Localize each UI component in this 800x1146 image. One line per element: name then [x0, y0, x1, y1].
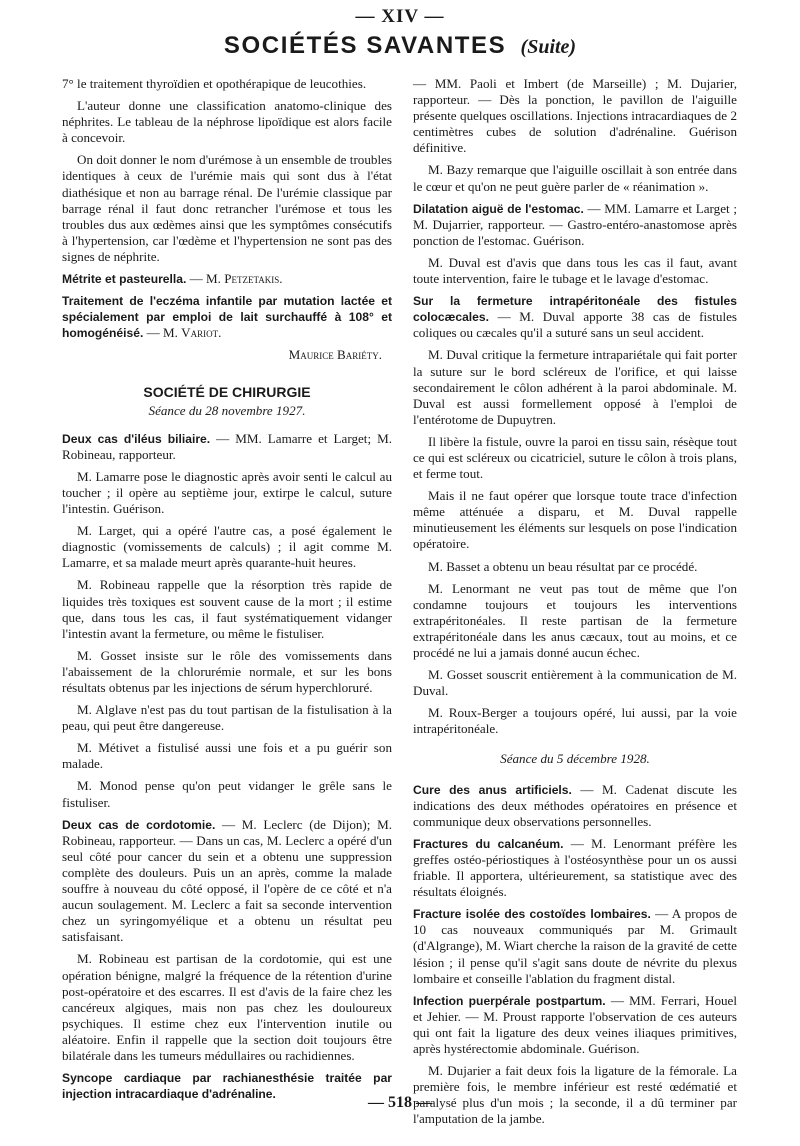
- paragraph: M. Robineau rappelle que la résorption très rapide de liquides très toxiques est souvent cause de la mort ; il estime que, dans tous les cas, il faut systématiquement vidanger l'intestin avant la fermeture, ou même le fistuliser.: [62, 577, 392, 641]
- session-date: Séance du 28 novembre 1927.: [148, 402, 306, 418]
- article-title: Dilatation aiguë de l'estomac.: [413, 201, 584, 216]
- page-title: [0, 32, 800, 60]
- paragraph: L'auteur donne une classification anatomo-clinique des néphrites. Le tableau de la néphrose lipoïdique est alors facile à concevoir.: [62, 98, 392, 146]
- article-title: Cure des anus artificiels.: [413, 782, 572, 797]
- article-title: Métrite et pasteurella.: [62, 272, 187, 287]
- article-title: Fracture isolée des costoïdes lombaires.: [413, 907, 651, 922]
- paragraph: Cure des anus artificiels. — M. Cadenat discute les indications des deux méthodes opératoires en présence et communique deux observations personnelles.: [413, 781, 737, 829]
- article-title: Infection puerpérale postpartum.: [413, 993, 606, 1008]
- section-title: SOCIÉTÉ DE CHIRURGIE: [143, 383, 311, 400]
- paragraph: On doit donner le nom d'urémose à un ensemble de troubles identiques à ceux de l'urémie mais qui sont dus à l'état diathésique et non au barrage rénal. De l'urémie classique par barrage rénal il faut donc retrancher l'urémose et tous les troubles dus aux œdèmes ainsi que les symptômes consécutifs à l'hypertension, car l'œdème et l'hypertension ne sont pas des signes de néphrite.: [62, 152, 392, 264]
- paragraph: Traitement de l'eczéma infantile par mutation lactée et spécialement par emploi de lait surchauffé à 108° et homogénéisé. — M. Variot.: [62, 294, 392, 341]
- paragraph: Fractures du calcanéum. — M. Lenormant préfère les greffes ostéo-périostiques à l'ostéosynthèse pour un os aussi friable. Il apportera, ultérieurement, sa statistique avec des résultats éloignés.: [413, 835, 737, 900]
- article-title: Deux cas d'iléus biliaire.: [62, 431, 211, 446]
- paragraph: M. Duval est d'avis que dans tous les cas il faut, avant toute intervention, faire le tubage et le lavage d'estomac.: [413, 254, 737, 287]
- left-column: [62, 76, 392, 1108]
- paragraph: M. Lenormant ne veut pas tout de même que l'on condamne toujours et toujours les interventions extrapéritonéales. Il reste partisan de la fermeture extrapéritonéale dans les anus cæcaux, tout au moins, et ce procédé ne lui a jamais donné aucun échec.: [413, 580, 737, 660]
- paragraph: M. Alglave n'est pas du tout partisan de la fistulisation à la peau, qui peut être dangereuse.: [62, 702, 392, 734]
- paragraph: M. Métivet a fistulisé aussi une fois et a pu guérir son malade.: [62, 740, 392, 772]
- paragraph: — MM. Paoli et Imbert (de Marseille) ; M. Dujarier, rapporteur. — Dès la ponction, le pavillon de l'aiguille présente quelques oscillations. Injections intracardiaques de 2 centimètres cubes de solution d'adrénaline. Guérison définitive.: [413, 76, 737, 156]
- article-title: Syncope cardiaque par rachianesthésie traitée par injection intracardiaque d'adrénaline.: [62, 1071, 392, 1102]
- roman-page-number: — XIV —: [355, 6, 445, 27]
- paragraph: Deux cas de cordotomie. — M. Leclerc (de Dijon); M. Robineau, rapporteur. — Dans un cas, M. Leclerc a opéré d'un seul côté pour cancer du sein et a obtenu une suppression complète des douleurs. Puis un an après, comme la malade souffre à nouveau du côté opposé, il l'opère de ce côté et n'a aucun soulagement. M. Leclerc a fait sa seconde intervention chez un syringomyélique et a obtenu un résultat peu satisfaisant.: [62, 816, 393, 945]
- paragraph: M. Lamarre pose le diagnostic après avoir senti le calcul au toucher ; il opère au septième jour, extirpe le calcul, suture l'intestin. Guérison.: [62, 468, 392, 517]
- paragraph: M. Robineau est partisan de la cordotomie, qui est une opération bénigne, malgré la fréquence de la rétention d'urine post-opératoire et des escarres. Il est d'avis de la faire chez les cancéreux algiques, mais non pas chez les douloureux psychiques. Il estime chez eux l'intervention inutile ou aléatoire. Enfin il rappelle que la section doit toujours être bilatérale dans les tumeurs médullaires ou rachidiennes.: [62, 951, 392, 1063]
- page-number: — 518 —: [368, 1094, 432, 1111]
- paragraph: M. Dujarier a fait deux fois la ligature de la fémorale. La première fois, le membre inférieur est resté œdématié et paralysé plus d'un mois ; la seconde, il a dû terminer par l'amputation de la jambe.: [413, 1063, 737, 1127]
- paragraph: M. Roux-Berger a toujours opéré, lui aussi, par la voie intrapéritonéale.: [413, 705, 737, 737]
- paragraph: M. Duval critique la fermeture intrapariétale qui fait porter la suture sur le bord scléreux de l'orifice, et qui laisse secondairement le côlon adhérent à la paroi abdominale. M. Duval est aussi formellement opposé à l'emploi de l'entérotome de Dupuytren.: [413, 347, 737, 427]
- article-title: Deux cas de cordotomie.: [62, 817, 216, 832]
- right-column: [413, 76, 737, 1133]
- paragraph: M. Monod pense qu'on peut vidanger le grêle sans le fistuliser.: [62, 778, 392, 810]
- paragraph: Dilatation aiguë de l'estomac. — MM. Lamarre et Larget ; M. Dujarrier, rapporteur. — Gastro-entéro-anastomose après ponction de l'estomac. Guérison.: [413, 200, 737, 248]
- paragraph: Mais il ne faut opérer que lorsque toute trace d'infection même atténuée a disparu, et M. Duval rappelle minutieusement les éléments sur lesquels on pose l'indication opératoire.: [413, 488, 737, 552]
- paragraph: Infection puerpérale postpartum. — MM. Ferrari, Houel et Jehier. — M. Proust rapporte l'observation de ces auteurs qui ont fait la ligature des deux veines iliaques primitives, après hystérectomie abdominale. Guérison.: [413, 992, 737, 1056]
- paragraph: Deux cas d'iléus biliaire. — MM. Lamarre et Larget; M. Robineau, rapporteur.: [62, 430, 392, 462]
- paragraph: Métrite et pasteurella. — M. Petzetakis.: [62, 271, 283, 287]
- author-name: Petzetakis: [224, 271, 280, 287]
- article-title: Sur la fermeture intrapéritonéale des fistules colocæcales.: [413, 294, 737, 325]
- paragraph: Sur la fermeture intrapéritonéale des fistules colocæcales. — M. Duval apporte 38 cas de fistules coliques ou cæcales qu'il a suturé sans un seul accident.: [413, 294, 737, 341]
- author-name: Variot: [181, 325, 219, 341]
- paragraph: M. Larget, qui a opéré l'autre cas, a posé également le diagnostic (vomissements de calculs) ; il agit comme M. Lamarre, et sa malade meurt après quarante-huit heures.: [62, 523, 392, 571]
- paragraph: M. Gosset insiste sur le rôle des vomissements dans l'abaissement de la chlorurémie normale, et sur les bons résultats obtenus par les injections de sérum hyperchloruré.: [62, 647, 392, 695]
- paragraph: M. Basset a obtenu un beau résultat par ce procédé.: [428, 558, 698, 574]
- paragraph: Fracture isolée des costoïdes lombaires. — A propos de 10 cas nouveaux communiqués par M. Grimault (d'Algrange), M. Wiart cherche la raison de la gravité de cette lésion ; il pense qu'il s'agit sans doute de névrite du plexus lombaire et conseille l'ablation du fragment distal.: [413, 906, 738, 986]
- paragraph: M. Gosset souscrit entièrement à la communication de M. Duval.: [413, 667, 737, 699]
- article-title: Traitement de l'eczéma infantile par mutation lactée et spécialement par emploi de lait surchauffé à 108° et homogénéisé.: [62, 294, 392, 341]
- page-title-suite: (Suite): [520, 36, 577, 58]
- page-title-text: SOCIÉTÉS SAVANTES: [223, 32, 507, 59]
- paragraph: 7° le traitement thyroïdien et opothérapique de leucothies.: [62, 76, 367, 91]
- article-title: Fractures du calcanéum.: [413, 836, 564, 851]
- page-header: [0, 6, 800, 60]
- session-date: Séance du 5 décembre 1928.: [500, 751, 650, 767]
- paragraph: M. Bazy remarque que l'aiguille oscillait à son entrée dans le cœur et qu'on ne peut guère parler de « réanimation ».: [413, 162, 737, 194]
- paragraph: Il libère la fistule, ouvre la paroi en tissu sain, résèque tout ce qui est scléreux ou cicatriciel, suture le côlon à trois plans, et ferme tout.: [413, 433, 737, 482]
- signature: Maurice Bariéty.: [288, 347, 382, 363]
